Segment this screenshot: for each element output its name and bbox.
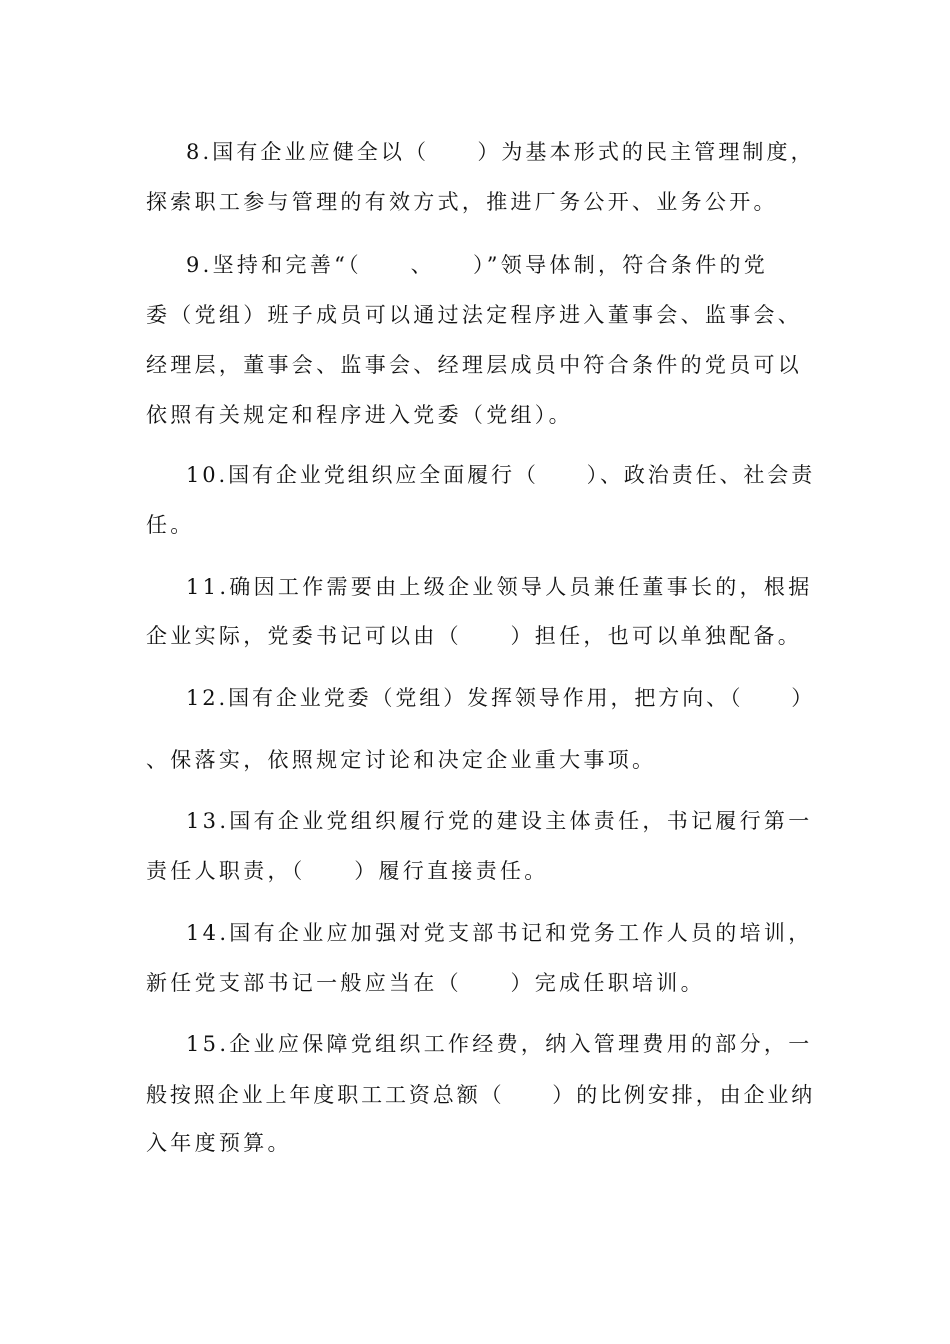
paragraph-13-line-2: 责任人职责，（ ）履行直接责任。: [146, 859, 549, 883]
paragraph-11-line-1: 11.确因工作需要由上级企业领导人员兼任董事长的，根据: [186, 575, 813, 599]
paragraph-15-line-3: 入年度预算。: [146, 1131, 292, 1155]
paragraph-14-line-2: 新任党支部书记一般应当在（ ）完成任职培训。: [146, 971, 705, 995]
paragraph-10-line-2: 任。: [146, 513, 195, 537]
paragraph-9-line-2: 委（党组）班子成员可以通过法定程序进入董事会、监事会、: [146, 303, 803, 327]
paragraph-9-line-4: 依照有关规定和程序进入党委（党组）。: [146, 403, 573, 427]
paragraph-10-line-1: 10.国有企业党组织应全面履行（ ）、政治责任、社会责: [186, 463, 816, 487]
paragraph-13-line-1: 13.国有企业党组织履行党的建设主体责任，书记履行第一: [186, 809, 813, 833]
paragraph-15-line-1: 15.企业应保障党组织工作经费，纳入管理费用的部分，一: [186, 1032, 813, 1056]
paragraph-8-line-2: 探索职工参与管理的有效方式，推进厂务公开、业务公开。: [146, 190, 778, 214]
paragraph-8-line-1: 8.国有企业应健全以（ ）为基本形式的民主管理制度，: [186, 140, 815, 164]
paragraph-9-line-3: 经理层，董事会、监事会、经理层成员中符合条件的党员可以: [146, 353, 803, 377]
paragraph-15-line-2: 般按照企业上年度职工工资总额（ ）的比例安排，由企业纳: [146, 1083, 816, 1107]
paragraph-9-line-1: 9.坚持和完善“（ 、 ）”领导体制，符合条件的党: [186, 253, 769, 277]
paragraph-14-line-1: 14.国有企业应加强对党支部书记和党务工作人员的培训，: [186, 921, 813, 945]
paragraph-11-line-2: 企业实际，党委书记可以由（ ）担任，也可以单独配备。: [146, 624, 803, 648]
paragraph-12-line-1: 12.国有企业党委（党组）发挥领导作用，把方向、（ ）: [186, 686, 816, 710]
paragraph-12-line-2: 、保落实，依照规定讨论和决定企业重大事项。: [146, 748, 657, 772]
